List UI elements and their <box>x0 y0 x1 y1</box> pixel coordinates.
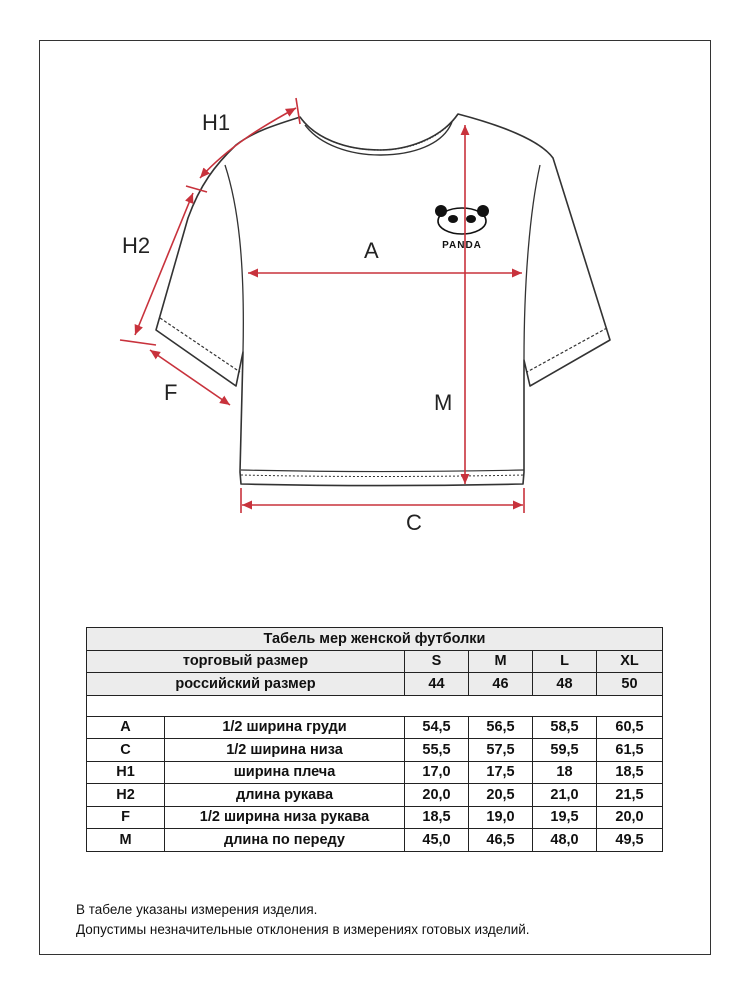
row-value: 45,0 <box>405 829 469 852</box>
left-sleeve-hem <box>160 318 240 372</box>
row-value: 46,5 <box>469 829 533 852</box>
ru-size-48: 48 <box>533 673 597 696</box>
ru-size-row <box>87 673 663 696</box>
ru-size-46: 46 <box>469 673 533 696</box>
row-code: A <box>87 716 165 739</box>
bottom-hem-line <box>241 470 524 472</box>
row-value: 49,5 <box>597 829 663 852</box>
row-value: 55,5 <box>405 739 469 762</box>
row-value: 18,5 <box>405 806 469 829</box>
spacer-cell <box>87 695 663 716</box>
note-line: В табеле указаны измерения изделия. <box>76 902 318 917</box>
row-value: 56,5 <box>469 716 533 739</box>
ru-size-44: 44 <box>405 673 469 696</box>
size-l: L <box>533 650 597 673</box>
row-value: 21,0 <box>533 784 597 807</box>
row-code: C <box>87 739 165 762</box>
table-title-row <box>87 628 663 651</box>
row-value: 18,5 <box>597 761 663 784</box>
row-value: 21,5 <box>597 784 663 807</box>
row-name: ширина плеча <box>165 761 405 784</box>
table-row <box>87 784 663 807</box>
table-row <box>87 761 663 784</box>
row-name: 1/2 ширина низа рукава <box>165 806 405 829</box>
row-code: M <box>87 829 165 852</box>
label-a: A <box>364 238 379 263</box>
collar-rib-inner <box>300 114 458 150</box>
label-m: M <box>434 390 453 415</box>
ru-row-label: российский размер <box>87 673 405 696</box>
tshirt-outline <box>156 114 610 486</box>
size-m: M <box>469 650 533 673</box>
table-row <box>87 806 663 829</box>
row-name: длина по переду <box>165 829 405 852</box>
right-armhole-seam <box>524 165 540 360</box>
row-name: 1/2 ширина низа <box>165 739 405 762</box>
row-value: 19,5 <box>533 806 597 829</box>
row-value: 57,5 <box>469 739 533 762</box>
bottom-hem-stitch <box>241 475 524 477</box>
size-chart-table <box>86 627 663 852</box>
logo-text: PANDA <box>442 240 482 251</box>
size-row-label: торговый размер <box>87 650 405 673</box>
row-value: 20,0 <box>405 784 469 807</box>
row-code: H1 <box>87 761 165 784</box>
row-value: 60,5 <box>597 716 663 739</box>
size-s: S <box>405 650 469 673</box>
row-code: H2 <box>87 784 165 807</box>
h2-tick-bottom <box>120 340 156 345</box>
ru-size-50: 50 <box>597 673 663 696</box>
h2-measure-line <box>135 193 193 335</box>
table-row <box>87 829 663 852</box>
left-armhole-seam <box>225 165 243 352</box>
h1-tick-top <box>296 98 300 124</box>
row-value: 20,5 <box>469 784 533 807</box>
table-row <box>87 739 663 762</box>
notes <box>76 900 530 940</box>
row-value: 58,5 <box>533 716 597 739</box>
row-value: 19,0 <box>469 806 533 829</box>
row-value: 20,0 <box>597 806 663 829</box>
label-h2: H2 <box>122 233 151 258</box>
row-value: 17,5 <box>469 761 533 784</box>
label-h1: H1 <box>202 110 231 135</box>
f-measure-line <box>150 350 230 405</box>
size-row <box>87 650 663 673</box>
row-code: F <box>87 806 165 829</box>
row-name: 1/2 ширина груди <box>165 716 405 739</box>
row-value: 61,5 <box>597 739 663 762</box>
row-value: 48,0 <box>533 829 597 852</box>
row-name: длина рукава <box>165 784 405 807</box>
row-value: 17,0 <box>405 761 469 784</box>
label-c: C <box>406 510 422 535</box>
row-value: 59,5 <box>533 739 597 762</box>
panda-logo <box>435 205 489 251</box>
row-value: 54,5 <box>405 716 469 739</box>
size-xl: XL <box>597 650 663 673</box>
h1-tick-left <box>186 186 207 192</box>
table-title: Табель мер женской футболки <box>87 628 663 651</box>
note-line: Допустимы незначительные отклонения в измерениях готовых изделий. <box>76 922 530 937</box>
row-value: 18 <box>533 761 597 784</box>
table-spacer-row <box>87 695 663 716</box>
table-row <box>87 716 663 739</box>
label-f: F <box>164 380 178 405</box>
